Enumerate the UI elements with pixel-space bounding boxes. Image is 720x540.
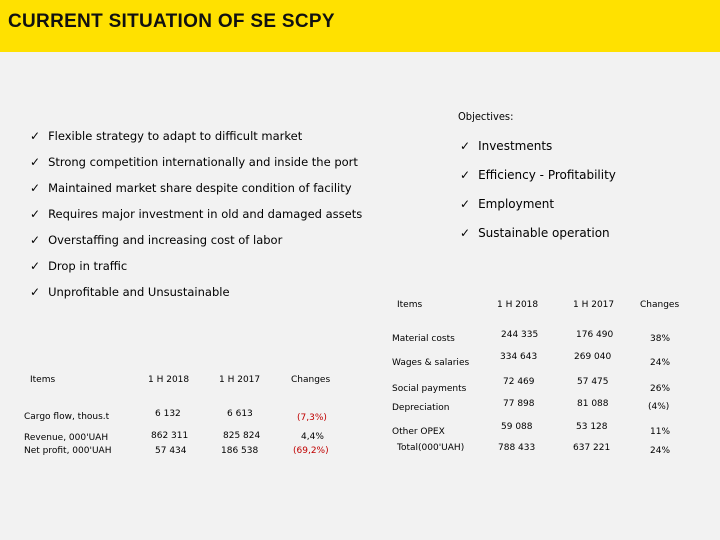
table-cell: 186 538 xyxy=(221,446,259,456)
table-cell: 72 469 xyxy=(503,377,535,387)
table-cell: 244 335 xyxy=(501,330,539,340)
check-icon: ✓ xyxy=(30,259,41,273)
table-header: Changes xyxy=(640,300,680,310)
table-cell: 637 221 xyxy=(573,443,611,453)
table-header: Changes xyxy=(291,375,331,385)
situation-item: ✓ Maintained market share despite condition of facility xyxy=(30,181,352,195)
table-cell: 6 613 xyxy=(227,409,253,419)
page-title: CURRENT SITUATION OF SE SCPY xyxy=(8,11,335,32)
table-cell: Social payments xyxy=(392,384,467,394)
table-cell: 24% xyxy=(650,446,671,456)
check-icon: ✓ xyxy=(460,168,471,182)
table-cell: Total(000'UAH) xyxy=(397,443,465,453)
table-cell: 6 132 xyxy=(155,409,181,419)
table-cell: 38% xyxy=(650,334,671,344)
table-cell: 81 088 xyxy=(577,399,609,409)
table-cell: (4%) xyxy=(648,402,670,412)
situation-item: ✓ Overstaffing and increasing cost of labor xyxy=(30,233,283,247)
table-cell: 334 643 xyxy=(500,352,538,362)
situation-item: ✓ Unprofitable and Unsustainable xyxy=(30,285,230,299)
objectives-heading: Objectives: xyxy=(458,110,514,123)
table-header: 1 H 2018 xyxy=(497,300,539,310)
objective-item: ✓ Investments xyxy=(460,139,553,153)
table-cell: Other OPEX xyxy=(392,427,445,437)
table-cell: 269 040 xyxy=(574,352,612,362)
check-icon: ✓ xyxy=(30,181,41,195)
table-cell: Revenue, 000'UAH xyxy=(24,433,109,443)
situation-item: ✓ Strong competition internationally and inside the port xyxy=(30,155,358,169)
situation-item: ✓ Flexible strategy to adapt to difficult market xyxy=(30,129,303,143)
check-icon: ✓ xyxy=(30,285,41,299)
situation-item: ✓ Drop in traffic xyxy=(30,259,128,273)
table-header: Items xyxy=(30,375,56,385)
table-cell: Wages & salaries xyxy=(392,358,470,368)
table-cell: 176 490 xyxy=(576,330,614,340)
check-icon: ✓ xyxy=(460,139,471,153)
check-icon: ✓ xyxy=(460,226,471,240)
table-cell: 77 898 xyxy=(503,399,535,409)
table-cell: 4,4% xyxy=(301,432,324,442)
situation-item: ✓ Requires major investment in old and damaged assets xyxy=(30,207,363,221)
table-cell: Cargo flow, thous.t xyxy=(24,412,110,422)
table-header: 1 H 2018 xyxy=(148,375,190,385)
situation-list xyxy=(30,128,362,310)
table-cell: 11% xyxy=(650,427,671,437)
table-cell: 788 433 xyxy=(498,443,536,453)
check-icon: ✓ xyxy=(30,155,41,169)
table-header: Items xyxy=(397,300,423,310)
objectives-list xyxy=(460,138,616,254)
table-cell-negative: (69,2%) xyxy=(293,446,329,456)
table-cell-negative: (7,3%) xyxy=(297,413,327,423)
table-cell: Depreciation xyxy=(392,403,450,413)
table-cell: 57 434 xyxy=(155,446,187,456)
objective-item: ✓ Efficiency - Profitability xyxy=(460,168,616,182)
check-icon: ✓ xyxy=(460,197,471,211)
table-cell: Net profit, 000'UAH xyxy=(24,446,112,456)
table-cell: 57 475 xyxy=(577,377,609,387)
table-cell: 53 128 xyxy=(576,422,608,432)
objective-item: ✓ Sustainable operation xyxy=(460,226,610,240)
objective-item: ✓ Employment xyxy=(460,197,555,211)
table-cell: Material costs xyxy=(392,334,455,344)
table-cell: 825 824 xyxy=(223,431,261,441)
table-cell: 59 088 xyxy=(501,422,533,432)
table-cell: 862 311 xyxy=(151,431,189,441)
table-cell: 24% xyxy=(650,358,671,368)
check-icon: ✓ xyxy=(30,207,41,221)
title-bar xyxy=(0,0,720,52)
table-header: 1 H 2017 xyxy=(573,300,615,310)
check-icon: ✓ xyxy=(30,129,41,143)
check-icon: ✓ xyxy=(30,233,41,247)
table-cell: 26% xyxy=(650,384,671,394)
table-header: 1 H 2017 xyxy=(219,375,261,385)
